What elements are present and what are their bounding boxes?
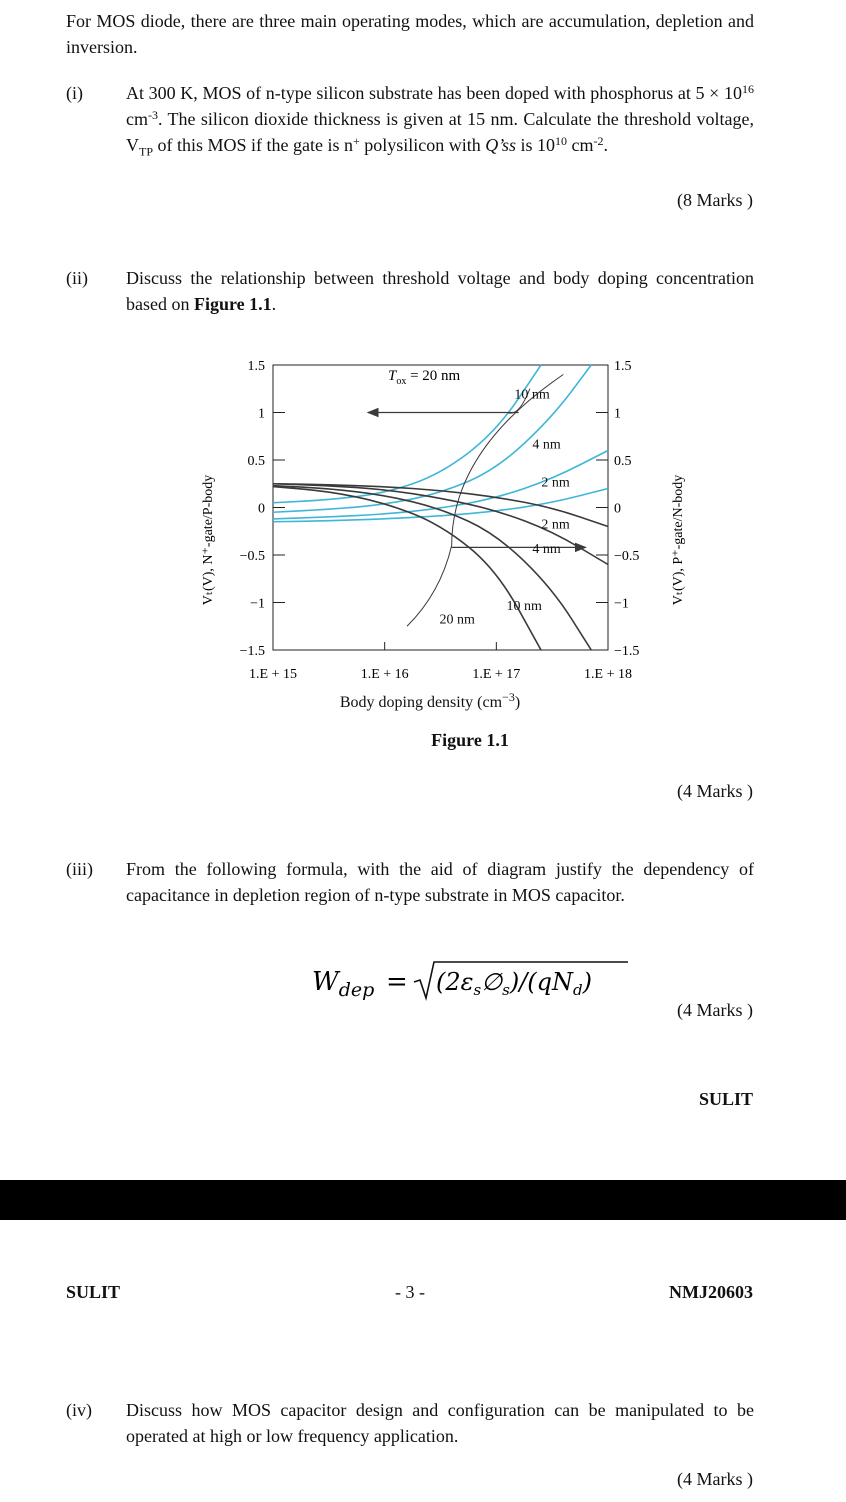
figure-1-1 — [190, 345, 686, 762]
left-y-axis-label: Vₜ(V), N⁺-gate/P-body — [201, 474, 216, 606]
y-tick-label-left: −0.5 — [239, 549, 265, 564]
question-2-text: Discuss the relationship between threshold voltage and body doping concentration based on Figure 1.1. — [126, 268, 754, 314]
y-tick-label-left: 0 — [258, 501, 265, 517]
x-axis-label: Body doping density $(cm^{-3})$ — [339, 690, 521, 711]
y-tick-label-right: −0.5 — [614, 549, 640, 564]
question-2-marks: (4 Marks ) — [677, 781, 753, 801]
y-tick-label-right: 0.5 — [614, 454, 632, 469]
y-tick-label-left: 1.5 — [247, 359, 265, 374]
formula-render — [312, 958, 642, 1004]
curve-blue-20nm — [273, 365, 541, 503]
question-1-number: (i) — [66, 83, 83, 103]
figure-caption: Figure 1.1 — [431, 730, 509, 750]
question-3-text: From the following formula, with the aid of diagram justify the dependency of capacitance in depletion region of n-type substrate in MOS capacitor. — [126, 859, 754, 905]
label-4nm-bottom: 4 nm — [532, 542, 561, 558]
x-tick-label: 1.E + 15 — [249, 667, 297, 682]
y-tick-label-right: 0 — [614, 501, 621, 517]
svg-text:=: = — [386, 967, 408, 997]
y-tick-label-right: −1.5 — [614, 644, 640, 659]
svg-text:Wdep: $W_{dep}$ — [312, 967, 375, 1001]
y-tick-label-right: −1 — [614, 596, 629, 612]
page-number: - 3 - — [395, 1282, 425, 1302]
y-tick-label-left: 0.5 — [247, 454, 265, 469]
y-tick-label-right: 1 — [614, 406, 621, 422]
page-break-band — [0, 1180, 846, 1220]
question-2-number: (ii) — [66, 268, 88, 288]
question-1-text: At 300 K, MOS of n-type silicon substrate has been doped with phosphorus at $5 \times 10^{16}$ $cm^{-3}$. The silicon dioxide thickness is given at 15 nm. Calculate the threshold voltage, $V_{TP}$ of this MOS if the gate is n+ polysilicon with Q’ss is $10^{10}$ $cm^{-2}$. — [126, 82, 754, 159]
question-4-text: Discuss how MOS capacitor design and configuration can be manipulated to be operated at high or low frequency application. — [126, 1400, 754, 1446]
footer-sulit: SULIT — [66, 1282, 121, 1302]
y-tick-label-left: −1 — [250, 596, 265, 612]
sulit-label-right: SULIT — [698, 1089, 753, 1109]
question-3-marks: (4 Marks ) — [677, 1000, 753, 1020]
label-10nm-top: 10 nm — [514, 387, 550, 403]
question-3-number: (iii) — [66, 859, 93, 879]
course-code: NMJ20603 — [669, 1282, 753, 1302]
x-tick-label: 1.E + 16 — [360, 667, 409, 682]
tox-label: $T_{ox} = 20$ nm — [388, 368, 461, 387]
depletion-width-formula — [312, 958, 642, 1004]
x-tick-label: 1.E + 18 — [584, 667, 632, 682]
question-1-marks: (8 Marks ) — [677, 190, 753, 210]
question-4-number: (iv) — [66, 1400, 92, 1420]
svg-text:(2εs∅s)/(qNd): $(2\varepsilon_s\emptyset_s)/(qN_d)$ — [436, 968, 592, 999]
curve-dark-20nm — [273, 487, 541, 650]
y-tick-label-left: 1 — [258, 406, 265, 422]
label-2nm-bottom: 2 nm — [541, 517, 570, 533]
figure-reference: Figure 1.1 — [193, 294, 272, 314]
intro-paragraph: For MOS diode, there are three main operating modes, which are accumulation, depletion and inversion. — [66, 11, 754, 57]
y-tick-label-right: 1.5 — [614, 359, 632, 374]
question-4-marks: (4 Marks ) — [677, 1469, 753, 1489]
label-4nm-top: 4 nm — [532, 437, 561, 453]
label-20nm-bottom: 20 nm — [439, 612, 475, 628]
label-2nm-top: 2 nm — [541, 475, 570, 491]
y-tick-label-left: −1.5 — [239, 644, 265, 659]
right-y-axis-label: Vₜ(V), P⁺-gate/N-body — [671, 474, 686, 606]
x-tick-label: 1.E + 17 — [472, 667, 521, 682]
label-10nm-bottom: 10 nm — [506, 599, 542, 615]
